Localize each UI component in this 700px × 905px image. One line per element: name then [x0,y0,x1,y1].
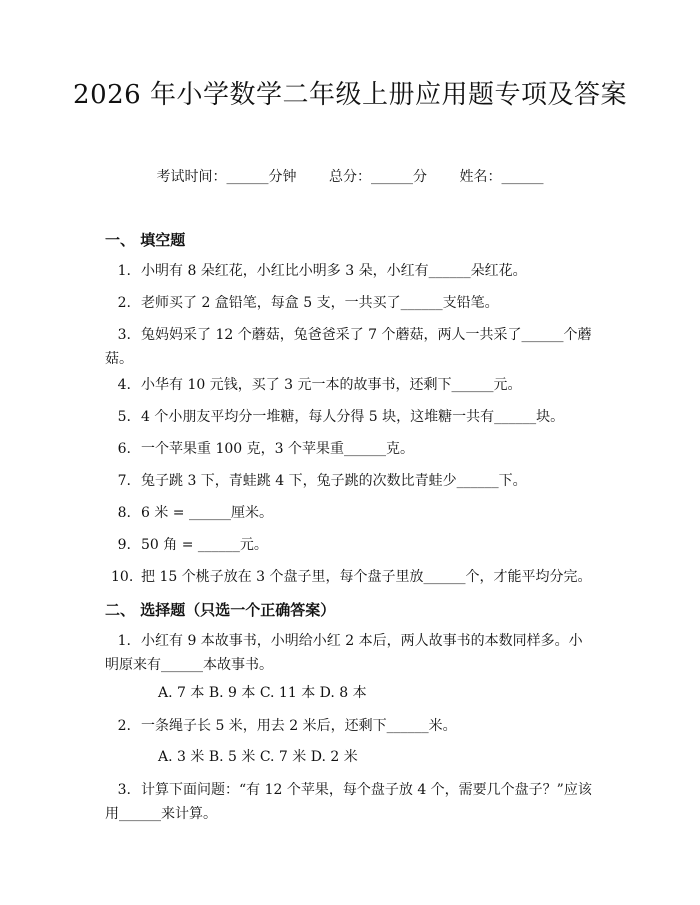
question-text: 小红有 9 本故事书，小明给小红 2 本后，两人故事书的本数同样多。小明原来有______本故事书。 [105,633,583,673]
question-text: 50 角 = ______元。 [141,537,268,553]
answer-options: A. 7 本 B. 9 本 C. 11 本 D. 8 本 [158,685,367,701]
question-item [105,291,593,315]
page-title: 2026 年小学数学二年级上册应用题专项及答案 [73,80,627,110]
question-number: 9. [117,537,131,553]
answer-options: A. 3 米 B. 5 米 C. 7 米 D. 2 米 [158,749,358,765]
question-number: 6. [117,441,131,457]
question-number: 8. [117,505,131,521]
question-text: 一个苹果重 100 克，3 个苹果重______克。 [141,441,414,457]
question-text: 老师买了 2 盒铅笔，每盒 5 支，一共买了______支铅笔。 [141,295,499,311]
exam-meta-line [0,166,700,186]
question-text: 兔妈妈采了 12 个蘑菇，兔爸爸采了 7 个蘑菇，两人一共采了______个蘑菇。 [105,327,592,367]
question-item [105,714,593,738]
question-item [105,323,593,371]
total-score-field: 总分：______分 [329,169,427,185]
question-text: 一条绳子长 5 米，用去 2 米后，还剩下______米。 [141,718,457,734]
question-number: 2. [117,295,131,311]
question-text: 6 米 = ______厘米。 [141,505,273,521]
question-number: 1. [117,263,131,279]
question-item [105,629,593,677]
question-number: 5. [117,409,131,425]
question-number: 2. [117,718,131,734]
section-heading-fill-in: 一、 填空题 [105,231,186,249]
question-text: 4 个小朋友平均分一堆糖，每人分得 5 块，这堆糖一共有______块。 [141,409,565,425]
question-text: 计算下面问题：“有 12 个苹果，每个盘子放 4 个，需要几个盘子？”应该用______来计算。 [105,782,592,822]
question-text: 兔子跳 3 下，青蛙跳 4 下，兔子跳的次数比青蛙少______下。 [141,473,527,489]
question-item [105,533,593,557]
question-number: 4. [117,377,131,393]
exam-time-field: 考试时间：______分钟 [156,169,297,185]
question-number: 3. [117,327,131,343]
question-text: 小明有 8 朵红花，小红比小明多 3 朵，小红有______朵红花。 [141,263,527,279]
question-number: 1. [117,633,131,649]
question-item [105,469,593,493]
question-item [105,501,593,525]
section-heading-multiple-choice: 二、 选择题（只选一个正确答案） [105,601,336,619]
question-text: 小华有 10 元钱，买了 3 元一本的故事书，还剩下______元。 [141,377,522,393]
question-item [105,373,593,397]
question-item [105,565,593,589]
question-number: 10. [111,569,134,585]
student-name-field: 姓名：______ [459,169,544,185]
question-number: 7. [117,473,131,489]
question-text: 把 15 个桃子放在 3 个盘子里，每个盘子里放______个，才能平均分完。 [141,569,592,585]
question-item [105,437,593,461]
question-item [105,259,593,283]
question-item [105,778,593,826]
question-number: 3. [117,782,131,798]
question-item [105,405,593,429]
